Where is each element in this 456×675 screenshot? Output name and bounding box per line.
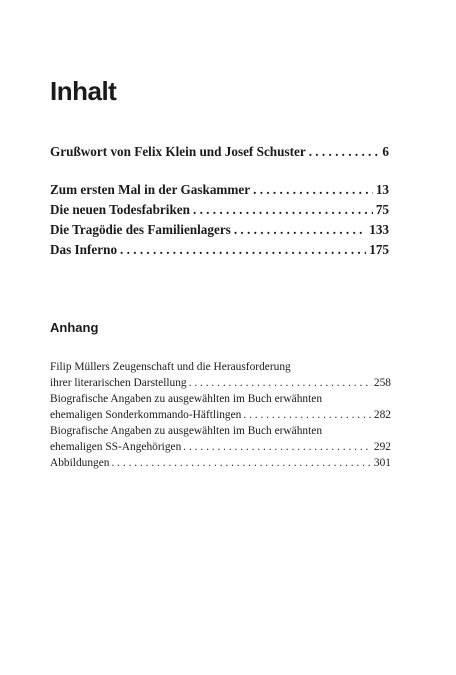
page-title: Inhalt bbox=[50, 76, 117, 106]
dot-leader bbox=[193, 200, 373, 220]
spacer bbox=[50, 162, 389, 180]
toc-entry-page: 13 bbox=[375, 182, 389, 197]
dot-leader bbox=[309, 142, 380, 162]
dot-leader bbox=[253, 180, 373, 200]
toc-entry-title: Das Inferno bbox=[50, 242, 118, 257]
appendix-entry-zeugenschaft[interactable] bbox=[50, 359, 391, 391]
appendix-entry-title-line: Filip Müllers Zeugenschaft und die Herausforderung bbox=[50, 361, 291, 373]
appendix-entry-title-line: ehemaligen SS-Angehörigen bbox=[50, 441, 182, 453]
appendix-entry-last-line bbox=[50, 455, 391, 471]
appendix-entry-ss-angehoerige[interactable] bbox=[50, 423, 391, 455]
appendix-entry-page: 258 bbox=[373, 377, 391, 389]
toc-entry-page: 175 bbox=[369, 242, 389, 257]
appendix-heading: Anhang bbox=[50, 320, 99, 335]
dot-leader bbox=[120, 240, 366, 260]
toc-entry-chapter-4[interactable] bbox=[50, 240, 389, 260]
toc-entry-page: 6 bbox=[382, 144, 389, 159]
appendix-entry-abbildungen[interactable] bbox=[50, 455, 391, 471]
appendix-entry-last-line bbox=[50, 375, 391, 391]
dot-leader bbox=[183, 439, 372, 455]
dot-leader bbox=[111, 455, 371, 471]
appendix-entry-title-line: ihrer literarischen Darstellung bbox=[50, 377, 187, 389]
appendix-entry-page: 282 bbox=[373, 409, 391, 421]
dot-leader bbox=[189, 375, 372, 391]
appendix-entry-page: 301 bbox=[373, 457, 391, 469]
appendix-contents bbox=[50, 359, 391, 471]
toc-entry-page: 133 bbox=[369, 222, 389, 237]
toc-entry-grusswort[interactable] bbox=[50, 142, 389, 162]
toc-entry-title: Zum ersten Mal in der Gaskammer bbox=[50, 182, 251, 197]
dot-leader bbox=[234, 220, 366, 240]
appendix-entry-title-line: Biografische Angaben zu ausgewählten im Buch erwähnten bbox=[50, 393, 323, 405]
toc-entry-chapter-3[interactable] bbox=[50, 220, 389, 240]
toc-entry-chapter-2[interactable] bbox=[50, 200, 389, 220]
toc-entry-title: Die Tragödie des Familienlagers bbox=[50, 222, 231, 237]
toc-entry-title: Die neuen Todesfabriken bbox=[50, 202, 190, 217]
appendix-entry-title-line: Abbildungen bbox=[50, 457, 110, 469]
appendix-entry-last-line bbox=[50, 407, 391, 423]
appendix-entry-haeftlinge[interactable] bbox=[50, 391, 391, 423]
appendix-entry-page: 292 bbox=[373, 441, 391, 453]
appendix-entry-title-line: Biografische Angaben zu ausgewählten im Buch erwähnten bbox=[50, 425, 323, 437]
toc-entry-title: Grußwort von Felix Klein und Josef Schuster bbox=[50, 144, 306, 159]
appendix-entry-title-line: ehemaligen Sonderkommando-Häftlingen bbox=[50, 409, 242, 421]
appendix-entry-last-line bbox=[50, 439, 391, 455]
toc-entry-chapter-1[interactable] bbox=[50, 180, 389, 200]
toc-entry-page: 75 bbox=[375, 202, 389, 217]
table-of-contents bbox=[50, 142, 389, 260]
dot-leader bbox=[243, 407, 372, 423]
